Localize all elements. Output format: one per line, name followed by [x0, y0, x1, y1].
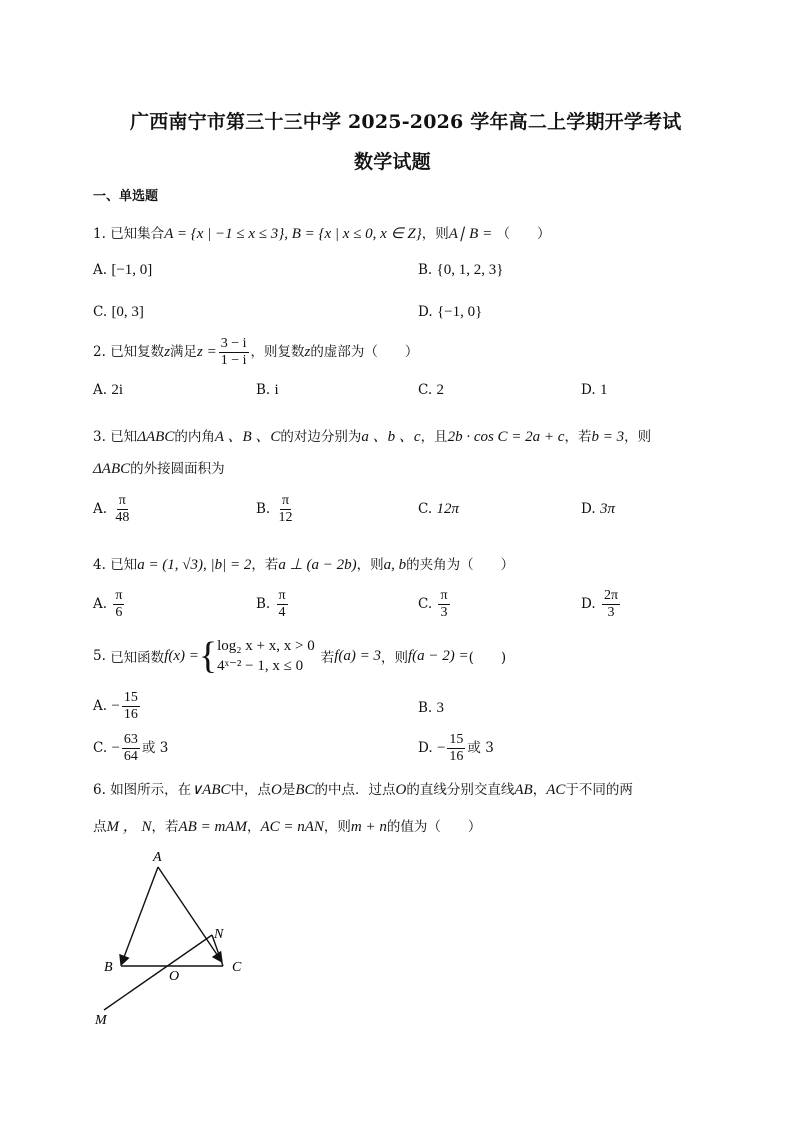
math-expression: f(a − 2) = — [407, 647, 469, 664]
question-text: 若 — [320, 650, 335, 666]
fraction: $\frac{3 - i}{1 - i}$ — [220, 336, 247, 368]
question-text: ，且 — [420, 429, 448, 445]
question-4 — [93, 553, 514, 574]
question-text: ，则 — [624, 429, 652, 445]
answer-paren: ( ) — [468, 650, 507, 666]
option-a: A. $\frac{\pi}{48}$ — [93, 493, 130, 525]
case: 4ˣ⁻² − 1, x ≤ 0 — [217, 658, 304, 674]
math-expression: AC = nAN — [260, 819, 324, 835]
question-text: ，则 — [323, 819, 351, 835]
question-text: 点 — [93, 819, 107, 835]
piecewise-brace: { — [198, 635, 218, 677]
option-value: [−1, 0] — [111, 262, 153, 278]
option-value: 2i — [111, 382, 124, 398]
option-c: C. − $\frac{63}{64}$ 或 3 — [93, 732, 169, 764]
question-number: 3. — [93, 429, 106, 445]
math-variable: z — [304, 344, 311, 360]
label-b: B — [104, 960, 113, 975]
question-text: 已知复数 — [110, 344, 165, 360]
question-text: 的中点．过点 — [314, 782, 396, 798]
question-text: ，若 — [564, 429, 592, 445]
question-text: ，则 — [421, 226, 449, 242]
option-value: {0, 1, 2, 3} — [436, 262, 504, 278]
label-o: O — [169, 969, 180, 984]
question-text: 已知集合 — [110, 226, 165, 242]
question-number: 4. — [93, 557, 106, 573]
question-2 — [93, 336, 418, 369]
question-text: ，则复数 — [250, 344, 305, 360]
answer-paren: （ ） — [496, 226, 551, 242]
option-value: 12π — [436, 501, 459, 517]
question-number: 1. — [93, 226, 106, 242]
question-text: 于不同的两 — [565, 782, 633, 798]
segment-ab — [121, 867, 158, 965]
piecewise-cases — [217, 636, 315, 676]
question-text: 的虚部为（ ） — [310, 344, 419, 360]
option-value: 2 — [436, 382, 444, 398]
question-text: ，若 — [151, 819, 179, 835]
question-3-line2 — [93, 457, 225, 478]
question-text: 的直线分别交直线 — [406, 782, 515, 798]
option-a: A. $\frac{\pi}{6}$ — [93, 588, 123, 620]
question-number: 6. — [93, 782, 106, 798]
option-b: B. i — [256, 382, 279, 398]
section-heading: 一、单选题 — [93, 189, 159, 204]
math-expression: f(x) = — [164, 647, 199, 664]
segment-mn — [104, 935, 212, 1010]
math-expression: f(a) = 3 — [334, 647, 381, 664]
question-5 — [93, 636, 506, 676]
question-text: ，则 — [356, 557, 384, 573]
label-c: C — [232, 960, 242, 975]
math-variable: BC — [295, 782, 315, 798]
question-text: 的内角 — [174, 429, 215, 445]
question-6-line2: 点M ， N，若AB = mAM，AC = nAN，则m + n的值为（ ） — [93, 819, 482, 835]
question-text: 的夹角为（ ） — [406, 557, 515, 573]
option-b: B. $\frac{\pi}{4}$ — [256, 588, 286, 620]
option-c: C. 12π — [418, 501, 459, 517]
option-d: D. 3π — [581, 501, 615, 517]
question-text: 的对边分别为 — [280, 429, 362, 445]
label-m: M — [95, 1013, 107, 1028]
option-value: 3 — [436, 700, 445, 716]
option-value: {−1, 0} — [436, 304, 483, 320]
question-text: 已知 — [110, 429, 138, 445]
option-value: i — [274, 382, 279, 398]
math-expression: 2b · cos C = 2a + c — [447, 429, 565, 445]
math-variable: O — [395, 782, 407, 798]
math-expression: A 、B 、C — [214, 429, 281, 445]
math-variable: AC — [546, 782, 566, 798]
option-d: D. 1 — [581, 382, 608, 398]
label-a: A — [153, 850, 162, 865]
question-text: 的外接圆面积为 — [130, 461, 225, 477]
question-text: 已知 — [110, 557, 138, 573]
page-title: 广西南宁市第三十三中学 2025-2026 学年高二上学期开学考试 — [130, 111, 682, 133]
option-d: D. − $\frac{15}{16}$ 或 3 — [418, 732, 494, 764]
fraction: $\frac{63}{64}$ — [123, 732, 138, 764]
question-number: 2. — [93, 344, 106, 360]
question-text: 是 — [281, 782, 296, 798]
math-expression: z = — [197, 344, 217, 360]
option-c: C. $\frac{\pi}{3}$ — [418, 588, 448, 620]
question-text: 的值为（ ） — [386, 819, 482, 835]
question-number: 5. — [93, 648, 106, 664]
math-expression: A∣ B = — [448, 226, 493, 242]
case: log₂ x + x, x > 0 — [217, 638, 315, 654]
math-variable: O — [271, 782, 282, 798]
math-expression: m + n — [350, 819, 387, 835]
question-text: 已知函数 — [110, 650, 165, 666]
question-text: ，则 — [380, 650, 408, 666]
math-expression: A = {x | −1 ≤ x ≤ 3}, B = {x | x ≤ 0, x ∈ Z} — [164, 226, 422, 242]
option-value: [0, 3] — [111, 304, 144, 320]
math-expression: ∨ABC — [191, 782, 231, 798]
option-b: B. $\frac{\pi}{12}$ — [256, 493, 293, 525]
triangle-figure — [90, 845, 270, 1030]
page-subtitle: 数学试题 — [354, 151, 431, 173]
option-a: A. [−1, 0] — [93, 262, 153, 278]
fraction: $\frac{\pi}{4}$ — [278, 588, 286, 620]
fraction: $\frac{15}{16}$ — [123, 690, 138, 722]
math-expression: ΔABC — [137, 429, 175, 445]
math-variable: z — [164, 344, 171, 360]
math-expression: AB = mAM — [178, 819, 247, 835]
fraction: $\frac{\pi}{12}$ — [278, 493, 293, 525]
fraction: $\frac{\pi}{3}$ — [440, 588, 448, 620]
option-value: 1 — [599, 382, 608, 398]
question-text: ，若 — [251, 557, 279, 573]
math-expression: a 、b 、c — [361, 429, 421, 445]
question-6: 6. 如图所示，在∨ABC中，点O是BC的中点．过点O的直线分别交直线AB，AC于不同的两 — [93, 782, 633, 798]
math-expression: M ， N — [106, 819, 152, 835]
option-d: D. $\frac{2\pi}{3}$ — [581, 588, 619, 620]
question-text: 如图所示，在 — [110, 782, 192, 798]
option-b: B. 3 — [418, 700, 445, 716]
option-c: C. [0, 3] — [93, 304, 144, 320]
label-n: N — [214, 927, 224, 942]
option-value: 3π — [599, 501, 615, 517]
fraction: $\frac{15}{16}$ — [449, 732, 464, 764]
option-b: B. {0, 1, 2, 3} — [418, 262, 504, 278]
math-expression: a ⊥ (a − 2b) — [278, 557, 357, 573]
question-text: 满足 — [170, 344, 198, 360]
math-variable: AB — [514, 782, 533, 798]
option-a: A. − $\frac{15}{16}$ — [93, 690, 138, 722]
fraction: $\frac{\pi}{6}$ — [115, 588, 123, 620]
question-1 — [93, 222, 551, 243]
question-3 — [93, 425, 651, 446]
math-expression: b = 3 — [591, 429, 625, 445]
math-expression: a = (1, √3), |b| = 2 — [137, 557, 252, 573]
math-expression: ΔABC — [93, 461, 131, 477]
option-c: C. 2 — [418, 382, 444, 398]
option-a: A. 2i — [93, 382, 124, 398]
math-expression: a, b — [383, 557, 407, 573]
question-text: 中，点 — [230, 782, 271, 798]
option-d: D. {−1, 0} — [418, 304, 483, 320]
fraction: $\frac{\pi}{48}$ — [115, 493, 130, 525]
segment-ac — [158, 867, 222, 962]
fraction: $\frac{2\pi}{3}$ — [603, 588, 619, 620]
